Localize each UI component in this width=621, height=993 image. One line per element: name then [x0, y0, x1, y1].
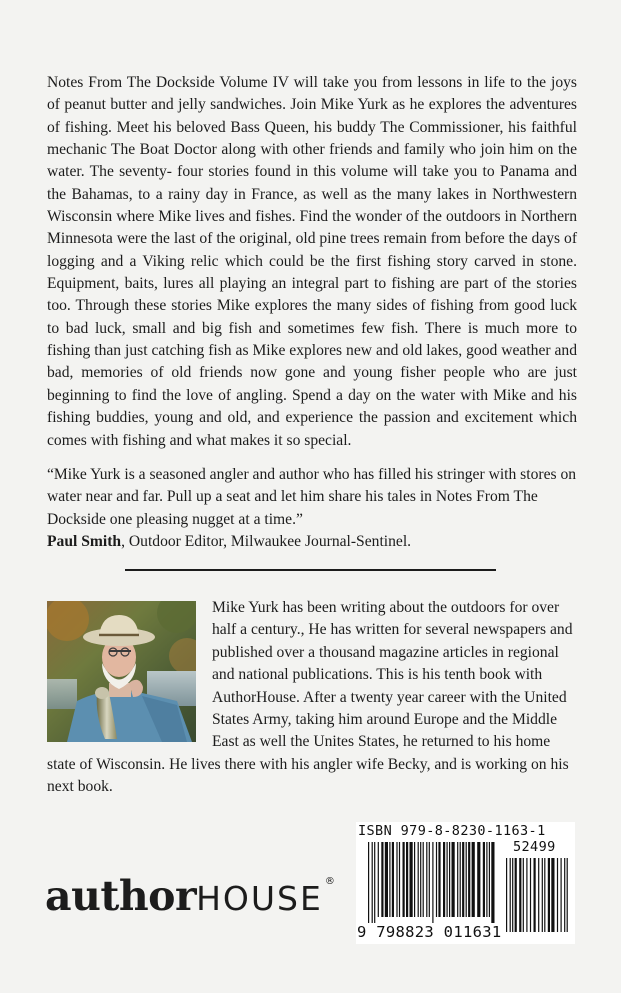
- reviewer-role: , Outdoor Editor, Milwaukee Journal-Sentinel.: [121, 533, 412, 551]
- barcode-bar: [414, 842, 415, 917]
- barcode-bar: [564, 858, 565, 932]
- barcode-bar: [491, 842, 494, 923]
- barcode-bar: [512, 858, 513, 932]
- barcode-bar: [506, 858, 507, 932]
- photo-wrap-spacer: [47, 597, 212, 750]
- barcode-bar: [510, 858, 511, 932]
- barcode-bar: [483, 842, 485, 917]
- back-cover-blurb: Notes From The Dockside Volume IV will take you from lessons in life to the joys of peanut butter and jelly sandwiches. Join Mike Yurk as he explores the adventures of fishing. Meet his beloved Bass Queen, his buddy The Commissioner, his faithful mechanic The Boat Doctor along with other friends and family who join him on the water. The seventy- four stories found in this volume will take you to Panama and the Bahamas, to a rainy day in France, as well as the many lakes in Northwestern Wisconsin where Mike lives and fishes. Find the wonder of the outdoors in Northern Minnesota were the last of the original, old pine trees remain from before the days of logging and a Viking relic which could be the first fishing story carved in stone. Equipment, baits, lures all playing an integral part to fishing are part of the stories too. Through these stories Mike explores the many sides of fishing from good luck to bad luck, small and big fish and sometimes few fish. There is much more to fishing than just catching fish as Mike explores new and old lakes, good weather and bad, memories of old friends now gone and young fisher people who are just beginning to find the love of angling. Spend a day on the water with Mike and his fishing buddies, young and old, and experience the passion and excitement which comes with fishing and what makes it so special.: [47, 74, 578, 449]
- barcode-bar: [443, 842, 445, 917]
- barcode-bar: [548, 858, 550, 932]
- barcode-bar: [389, 842, 390, 917]
- barcode-bar: [557, 858, 558, 932]
- barcode-bar: [519, 858, 521, 932]
- barcode-bar: [526, 858, 527, 932]
- barcode-bar: [489, 842, 490, 917]
- barcode-bar: [462, 842, 464, 917]
- review-quote-text: “Mike Yurk is a seasoned angler and author who has filled his stringer with stores on water near and far. Pull up a seat and let him share his tales in Notes From The Dockside one pleasing nugget at a time.”: [47, 466, 577, 528]
- price-code: 52499: [513, 839, 556, 855]
- section-divider: [125, 569, 496, 571]
- reviewer-name: Paul Smith: [47, 533, 122, 551]
- barcode-bar: [438, 842, 440, 917]
- barcode-bar: [466, 842, 467, 917]
- barcode-bar: [368, 842, 369, 923]
- isbn-number: ISBN 979-8-8230-1163-1: [358, 823, 546, 839]
- barcode-bar: [538, 858, 539, 932]
- barcode-bar: [410, 842, 413, 917]
- author-bio-text: Mike Yurk has been writing about the outdoors for over half a century., He has written for several newspapers and published over a thousand magazine articles in regional and national publications. This is his tenth book with AuthorHouse. After a twenty year career with the United States Army, taking him around Europe and the Middle East as well the Unites States, he returned to his home state of Wisconsin. He lives there with his angler wife Becky, and is working on his next book.: [47, 599, 573, 796]
- barcode-bar: [530, 858, 531, 932]
- barcode-bar: [378, 842, 379, 917]
- barcode-bar: [406, 842, 408, 917]
- barcode-bar: [432, 842, 433, 923]
- barcode-bar: [534, 858, 536, 932]
- barcode-bar: [468, 842, 470, 917]
- barcode-bar: [460, 842, 461, 917]
- barcode-bar: [392, 842, 394, 917]
- barcode-bar: [426, 842, 427, 917]
- barcode-bar: [551, 858, 554, 932]
- barcode-bar: [523, 858, 524, 932]
- registered-mark: ®: [324, 876, 335, 887]
- barcode-bar: [403, 842, 405, 917]
- barcode-bar: [544, 858, 545, 932]
- barcode-bar: [418, 842, 419, 917]
- barcode-digits: 9 798823 011631: [357, 923, 502, 941]
- barcode-bar: [447, 842, 448, 917]
- barcode-bar: [399, 842, 400, 917]
- barcode-bar: [423, 842, 424, 917]
- author-bio: [47, 597, 577, 799]
- logo-author: author: [45, 872, 197, 920]
- logo-house: HOUSE: [196, 879, 323, 918]
- barcode-bar: [429, 842, 430, 917]
- barcode-bar: [472, 842, 475, 917]
- barcode-bar: [561, 858, 562, 932]
- review-attribution: [47, 531, 577, 553]
- barcode-bar: [396, 842, 397, 917]
- barcode-bar: [567, 858, 568, 932]
- barcode-bar: [381, 842, 383, 917]
- publisher-logo: [45, 872, 335, 920]
- barcode-bar: [385, 842, 388, 917]
- barcode-bar: [374, 842, 375, 923]
- barcode-bar: [542, 858, 543, 932]
- barcode-bar: [515, 858, 517, 932]
- barcode-bar: [449, 842, 450, 917]
- barcode-bar: [436, 842, 437, 917]
- isbn-barcode: [356, 822, 575, 944]
- review-quote: [47, 464, 577, 553]
- barcode-bar: [486, 842, 487, 917]
- barcode-bar: [420, 842, 421, 917]
- barcode-bar: [372, 842, 373, 923]
- barcode-bar: [477, 842, 480, 917]
- barcode-bar: [457, 842, 458, 917]
- barcode-bar: [452, 842, 455, 917]
